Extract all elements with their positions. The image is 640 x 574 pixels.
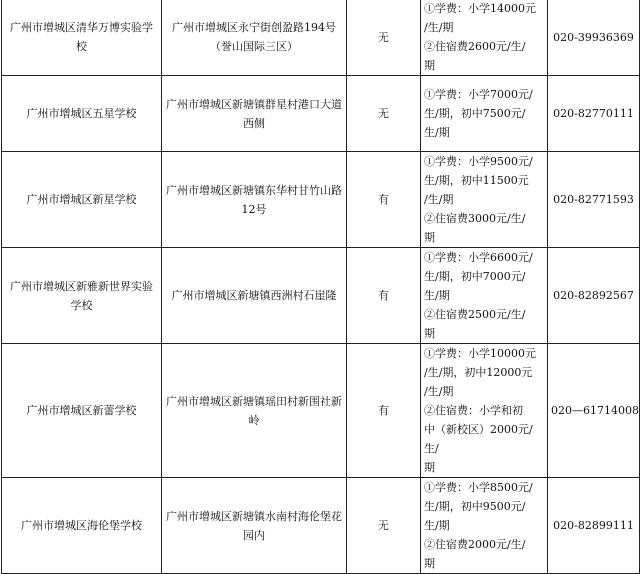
- private-school-table: [1, 0, 640, 574]
- fee-line: ②住宿费2500元/生/: [424, 308, 526, 321]
- fee-line: ②住宿费2600元/生/: [424, 40, 526, 53]
- school-address: 广州市增城区新塘镇群星村港口大道西侧: [162, 76, 347, 152]
- fee-line: 中（新校区）2000元/生/: [424, 423, 533, 455]
- fee-line: 生/期: [424, 126, 450, 139]
- school-name: 广州市增城区清华万博实验学校: [2, 0, 162, 76]
- table-row: [2, 152, 640, 248]
- dorm-availability: 有: [347, 344, 421, 478]
- fee-line: 生/期，初中11500元: [424, 174, 529, 187]
- fee-line: 生/期，初中7000元/: [424, 270, 526, 283]
- fee-line: ①学费：小学6600元/: [424, 251, 533, 264]
- school-address: 广州市增城区新塘镇水南村海伦堡花园内: [162, 478, 347, 574]
- dorm-availability: 有: [347, 248, 421, 344]
- dorm-availability: 无: [347, 0, 421, 76]
- table-row: [2, 478, 640, 574]
- school-name: 广州市增城区新星学校: [2, 152, 162, 248]
- fee-line: ①学费：小学10000元: [424, 347, 536, 360]
- table-row: [2, 0, 640, 76]
- fee-line: 期: [424, 231, 435, 244]
- fee-line: 期: [424, 461, 435, 474]
- fee-line: ①学费：小学9500元/: [424, 155, 533, 168]
- fee-line: ①学费：小学7000元/: [424, 88, 533, 101]
- fee-line: 生/期: [424, 289, 450, 302]
- fee-line: 期: [424, 557, 435, 570]
- fee-info: [421, 0, 548, 76]
- fee-line: /生/期: [424, 21, 454, 34]
- fee-info: [421, 248, 548, 344]
- school-name: 广州市增城区新蕾学校: [2, 344, 162, 478]
- fee-line: ②住宿费：小学和初: [424, 404, 523, 417]
- phone-number: 020-82892567: [548, 248, 640, 344]
- fee-line: /生/期: [424, 193, 454, 206]
- fee-info: [421, 478, 548, 574]
- school-address: 广州市增城区永宁街创盈路194号（誉山国际三区）: [162, 0, 347, 76]
- phone-number: 020-82899111: [548, 478, 640, 574]
- fee-info: [421, 344, 548, 478]
- school-address: 广州市增城区新塘镇瑶田村新围社新岭: [162, 344, 347, 478]
- school-name: 广州市增城区海伦堡学校: [2, 478, 162, 574]
- dorm-availability: 有: [347, 152, 421, 248]
- fee-line: 期: [424, 59, 435, 72]
- dorm-availability: 无: [347, 76, 421, 152]
- table-row: [2, 76, 640, 152]
- fee-line: 期: [424, 327, 435, 340]
- dorm-availability: 无: [347, 478, 421, 574]
- fee-info: [421, 76, 548, 152]
- school-name: 广州市增城区五星学校: [2, 76, 162, 152]
- fee-line: /生/期: [424, 385, 454, 398]
- fee-line: ①学费：小学14000元: [424, 2, 536, 15]
- fee-line: 生/期: [424, 519, 450, 532]
- table-row: [2, 248, 640, 344]
- phone-number: 020—61714008: [548, 344, 640, 478]
- table-row: [2, 344, 640, 478]
- phone-number: 020-82770111: [548, 76, 640, 152]
- fee-line: 生/期，初中7500元/: [424, 107, 526, 120]
- fee-line: ②住宿费3000元/生/: [424, 212, 526, 225]
- phone-number: 020-82771593: [548, 152, 640, 248]
- fee-line: ①学费：小学8500元/: [424, 481, 533, 494]
- fee-line: ②住宿费2000元/生/: [424, 538, 526, 551]
- fee-line: 生/期，初中9500元/: [424, 500, 526, 513]
- school-address: 广州市增城区新塘镇东华村甘竹山路12号: [162, 152, 347, 248]
- school-address: 广州市增城区新塘镇西洲村石崖隆: [162, 248, 347, 344]
- phone-number: 020-39936369: [548, 0, 640, 76]
- fee-line: /生/期，初中12000元: [424, 366, 533, 379]
- fee-info: [421, 152, 548, 248]
- school-name: 广州市增城区新雅新世界实验学校: [2, 248, 162, 344]
